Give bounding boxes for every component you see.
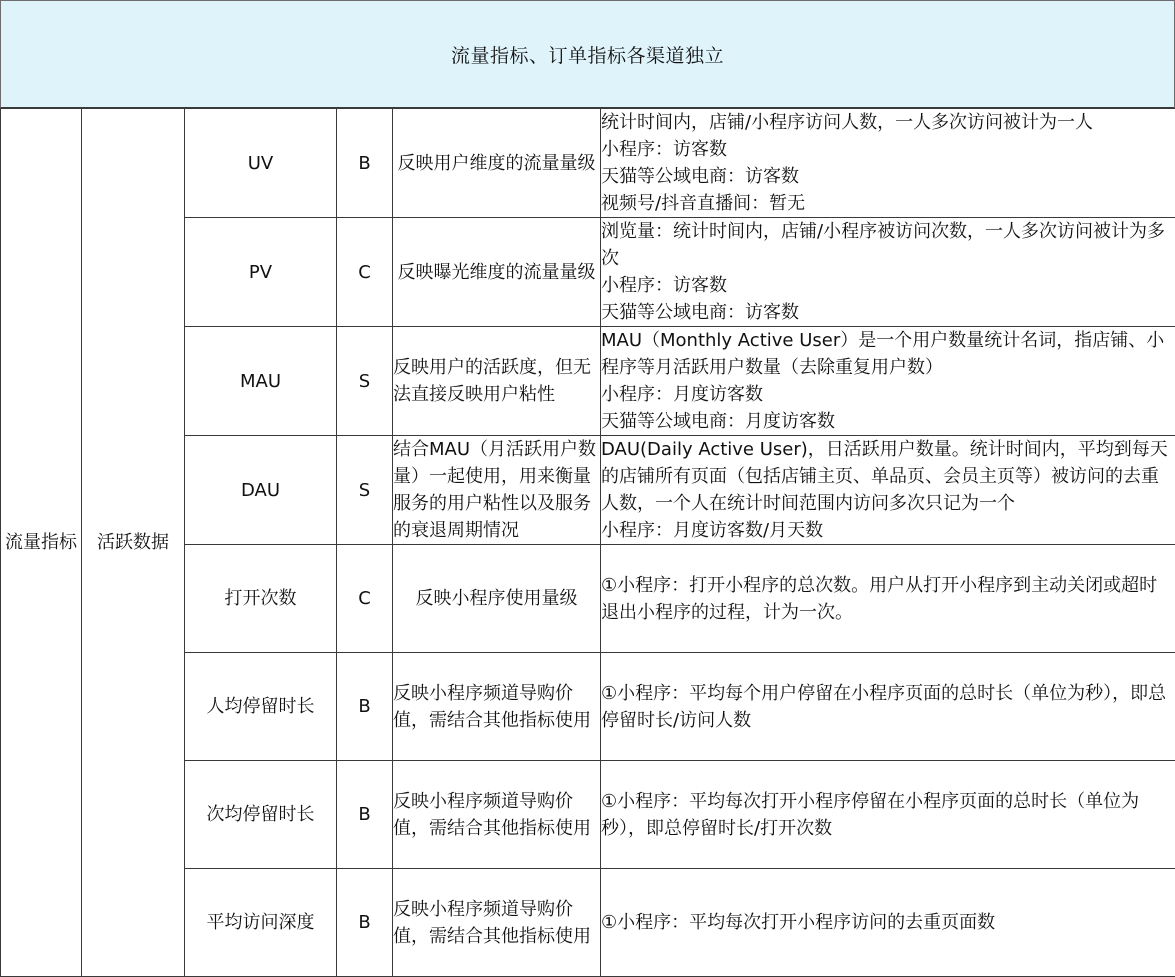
desc-line: 小程序：访客数 [601, 136, 1175, 163]
metric-desc-cell[interactable] [601, 218, 1175, 327]
metric-purpose-cell[interactable]: 反映用户的活跃度，但无法直接反映用户粘性 [393, 327, 601, 436]
metric-purpose-cell[interactable]: 反映小程序频道导购价值，需结合其他指标使用 [393, 761, 601, 869]
metrics-table [0, 108, 1175, 977]
desc-line: ①小程序：平均每次打开小程序访问的去重页面数 [601, 909, 1175, 936]
metric-grade-cell[interactable]: B [337, 761, 393, 869]
table-row [1, 109, 1175, 218]
metric-name-cell[interactable]: MAU [185, 327, 337, 436]
metric-purpose-cell[interactable]: 反映小程序频道导购价值，需结合其他指标使用 [393, 869, 601, 977]
metric-grade-cell[interactable]: B [337, 869, 393, 977]
desc-line: 天猫等公域电商：访客数 [601, 299, 1175, 326]
metric-grade-cell[interactable]: B [337, 109, 393, 218]
metric-name-cell[interactable]: DAU [185, 436, 337, 545]
desc-line: MAU（Monthly Active User）是一个用户数量统计名词，指店铺、小程序等月活跃用户数量（去除重复用户数） [601, 327, 1175, 381]
metric-grade-cell[interactable]: S [337, 436, 393, 545]
desc-line: 统计时间内，店铺/小程序访问人数，一人多次访问被计为一人 [601, 109, 1175, 136]
metric-desc-cell[interactable] [601, 545, 1175, 653]
desc-line: ①小程序：平均每次打开小程序停留在小程序页面的总时长（单位为秒），即总停留时长/打开次数 [601, 788, 1175, 842]
subcategory-cell[interactable]: 活跃数据 [82, 109, 185, 977]
desc-line: 天猫等公域电商：访客数 [601, 163, 1175, 190]
metric-name-cell[interactable]: PV [185, 218, 337, 327]
metric-name-cell[interactable]: 次均停留时长 [185, 761, 337, 869]
desc-line: 视频号/抖音直播间：暂无 [601, 190, 1175, 217]
metric-desc-cell[interactable] [601, 653, 1175, 761]
metric-purpose-cell[interactable]: 反映小程序频道导购价值，需结合其他指标使用 [393, 653, 601, 761]
desc-line: 天猫等公域电商：月度访客数 [601, 408, 1175, 435]
metric-desc-cell[interactable] [601, 761, 1175, 869]
metric-name-cell[interactable]: UV [185, 109, 337, 218]
metric-desc-cell[interactable] [601, 327, 1175, 436]
metric-purpose-cell[interactable]: 反映用户维度的流量量级 [393, 109, 601, 218]
metric-desc-cell[interactable] [601, 109, 1175, 218]
metric-grade-cell[interactable]: S [337, 327, 393, 436]
metric-purpose-cell[interactable]: 结合MAU（月活跃用户数量）一起使用，用来衡量服务的用户粘性以及服务的衰退周期情况 [393, 436, 601, 545]
desc-line: 浏览量：统计时间内，店铺/小程序被访问次数，一人多次访问被计为多次 [601, 218, 1175, 272]
desc-line: ①小程序：打开小程序的总次数。用户从打开小程序到主动关闭或超时退出小程序的过程，计为一次。 [601, 572, 1175, 626]
metric-desc-cell[interactable] [601, 436, 1175, 545]
metric-name-cell[interactable]: 平均访问深度 [185, 869, 337, 977]
metric-grade-cell[interactable]: C [337, 545, 393, 653]
metric-name-cell[interactable]: 打开次数 [185, 545, 337, 653]
metric-grade-cell[interactable]: C [337, 218, 393, 327]
desc-line: 小程序：访客数 [601, 272, 1175, 299]
desc-line: 小程序：月度访客数 [601, 381, 1175, 408]
metric-desc-cell[interactable] [601, 869, 1175, 977]
metric-name-cell[interactable]: 人均停留时长 [185, 653, 337, 761]
desc-line: ①小程序：平均每个用户停留在小程序页面的总时长（单位为秒），即总停留时长/访问人数 [601, 680, 1175, 734]
sheet-title: 流量指标、订单指标各渠道独立 [451, 41, 724, 68]
metric-grade-cell[interactable]: B [337, 653, 393, 761]
metric-purpose-cell[interactable]: 反映曝光维度的流量量级 [393, 218, 601, 327]
category-cell[interactable]: 流量指标 [1, 109, 82, 977]
metric-purpose-cell[interactable]: 反映小程序使用量级 [393, 545, 601, 653]
sheet-header [0, 0, 1175, 109]
desc-line: DAU(Daily Active User)，日活跃用户数量。统计时间内，平均到每天的店铺所有页面（包括店铺主页、单品页、会员主页等）被访问的去重人数，一个人在统计时间范围内访问多次只记为一个 [601, 436, 1175, 517]
desc-line: 小程序：月度访客数/月天数 [601, 517, 1175, 544]
